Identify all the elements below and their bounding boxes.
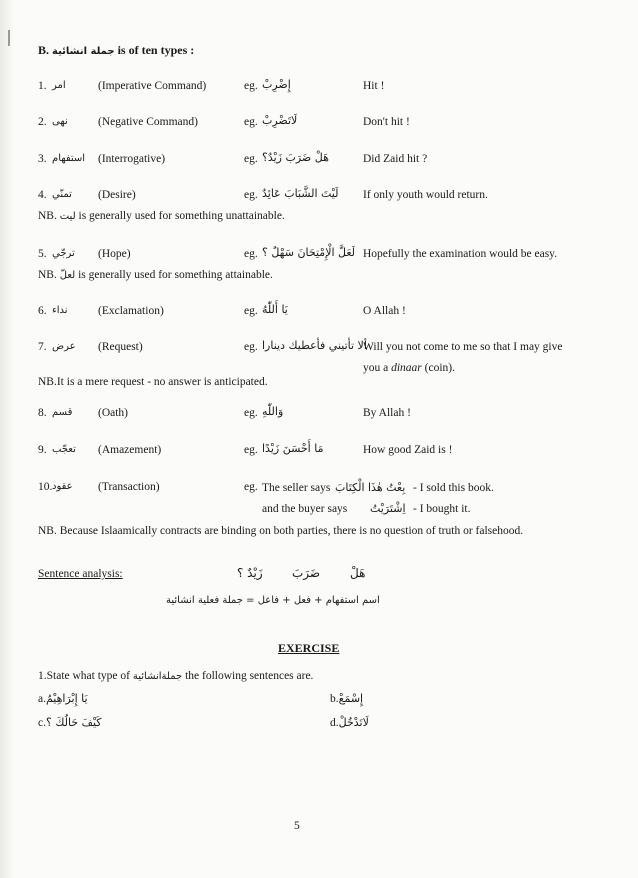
- example-marker: eg.: [244, 341, 258, 353]
- type-english-name: (Transaction): [98, 481, 160, 493]
- type-english-name: (Hope): [98, 248, 131, 260]
- type-english-name: (Exclamation): [98, 305, 164, 317]
- example-marker: eg.: [244, 248, 258, 260]
- type-arabic-name: تعجّب: [52, 444, 76, 455]
- type-number: 5.: [38, 248, 47, 260]
- type-arabic-name: نداء: [52, 305, 68, 316]
- example-translation: Don't hit !: [363, 116, 410, 128]
- example-arabic: لَعَلَّ الْإِمْتِحَانَ سَهْلٌ ؟: [262, 246, 356, 259]
- example-arabic: هَلْ ضَرَبَ زَيْدٌ؟: [262, 151, 329, 164]
- example-translation: Hopefully the examination would be easy.: [363, 248, 558, 260]
- exercise-item-b: b.إِسْمَعْ: [330, 692, 364, 705]
- type-number: 1.: [38, 80, 47, 92]
- type-number: 9.: [38, 444, 47, 456]
- example-marker: eg.: [244, 80, 258, 92]
- example-arabic: يَا أَللّٰهُ: [262, 303, 288, 316]
- type-number: 6.: [38, 305, 47, 317]
- analysis-word-1: هَلْ: [350, 566, 366, 580]
- exercise-question: 1.State what type of جملةانشائية the following sentences are.: [38, 670, 314, 682]
- exercise-item-c: c.كَيْفَ حَالُكَ ؟: [38, 716, 102, 729]
- type-arabic-name: عقود: [52, 481, 73, 492]
- transaction-buyer-translation: - I bought it.: [413, 503, 471, 515]
- example-marker: eg.: [244, 305, 258, 317]
- type-arabic-name: عرض: [52, 341, 76, 352]
- type-arabic-name: امر: [52, 80, 66, 91]
- example-arabic: وَاللّٰهِ: [262, 405, 284, 418]
- example-arabic: مَا أَحْسَنَ زَيْدًا: [262, 442, 324, 455]
- exercise-item-a: a.يَا إِبْرَاهِيْمُ: [38, 692, 88, 705]
- type-number: 7.: [38, 341, 47, 353]
- example-translation: How good Zaid is !: [363, 444, 453, 456]
- type-english-name: (Oath): [98, 407, 129, 419]
- transaction-buyer-arabic: اِشْتَرَيْتُ: [370, 502, 406, 515]
- type-arabic-name: ترجّي: [52, 248, 75, 259]
- example-translation: Did Zaid hit ?: [363, 153, 428, 165]
- type-english-name: (Request): [98, 341, 143, 353]
- exercise-title: EXERCISE: [278, 641, 340, 655]
- example-arabic: لَيْتَ الشَّبَابَ عَائِدٌ: [262, 187, 339, 200]
- note-request: NB.It is a mere request - no answer is anticipated.: [38, 376, 268, 388]
- type-english-name: (Imperative Command): [98, 80, 207, 92]
- scan-edge: [0, 0, 14, 878]
- example-arabic: ألا تأتيني فأعطيك دينارا: [262, 339, 367, 352]
- type-arabic-name: تمنّي: [52, 189, 72, 200]
- transaction-seller-label: The seller says: [262, 482, 331, 494]
- type-english-name: (Desire): [98, 189, 136, 201]
- note-transaction: NB. Because Islaamically contracts are binding on both parties, there is no question of truth or falsehood.: [38, 525, 524, 537]
- heading-arabic: جملة انشائية: [52, 46, 115, 57]
- example-arabic: لَاتَضْرِبْ: [262, 114, 298, 127]
- transaction-seller-arabic: بِعْتُ هٰذَا الْكِتَابَ: [335, 481, 406, 494]
- transaction-seller-translation: - I sold this book.: [413, 482, 494, 494]
- example-translation: Will you not come to me so that I may give: [363, 341, 563, 353]
- heading-prefix: B.: [38, 43, 50, 57]
- exercise-item-d: d.لَاتَدْخُلْ: [330, 716, 369, 729]
- type-number: 3.: [38, 153, 47, 165]
- transaction-buyer-label: and the buyer says: [262, 503, 348, 515]
- type-english-name: (Negative Command): [98, 116, 198, 128]
- scan-mark: [8, 30, 10, 46]
- example-translation: O Allah !: [363, 305, 406, 317]
- sentence-analysis-label: Sentence analysis:: [38, 568, 123, 580]
- example-marker: eg.: [244, 444, 258, 456]
- example-marker: eg.: [244, 189, 258, 201]
- example-marker: eg.: [244, 153, 258, 165]
- type-arabic-name: استفهام: [52, 153, 86, 164]
- type-english-name: (Amazement): [98, 444, 162, 456]
- type-english-name: (Interrogative): [98, 153, 166, 165]
- analysis-word-2: ضَرَبَ: [292, 566, 321, 580]
- request-continuation: you a dinaar (coin).: [363, 362, 455, 374]
- example-translation: By Allah !: [363, 407, 411, 419]
- page-number: 5: [294, 820, 300, 832]
- heading-suffix: is of ten types :: [117, 43, 195, 57]
- type-number: 8.: [38, 407, 47, 419]
- analysis-word-3: زَيْدٌ ؟: [237, 566, 263, 580]
- section-heading: [38, 43, 194, 58]
- type-number: 10.: [38, 481, 53, 493]
- example-marker: eg.: [244, 481, 258, 493]
- example-translation: If only youth would return.: [363, 189, 488, 201]
- type-number: 4.: [38, 189, 47, 201]
- type-arabic-name: نهى: [52, 116, 68, 127]
- type-arabic-name: قسم: [52, 407, 73, 418]
- example-marker: eg.: [244, 407, 258, 419]
- example-marker: eg.: [244, 116, 258, 128]
- example-arabic: إِضْرِبْ: [262, 78, 291, 91]
- note-laalla: NB. لعلّ is generally used for something attainable.: [38, 269, 273, 281]
- type-number: 2.: [38, 116, 47, 128]
- analysis-breakdown: اسم استفهام + فعل + فاعل = جملة فعلية انشائية: [166, 595, 380, 606]
- example-translation: Hit !: [363, 80, 385, 92]
- note-layta: NB. ليت is generally used for something unattainable.: [38, 210, 285, 222]
